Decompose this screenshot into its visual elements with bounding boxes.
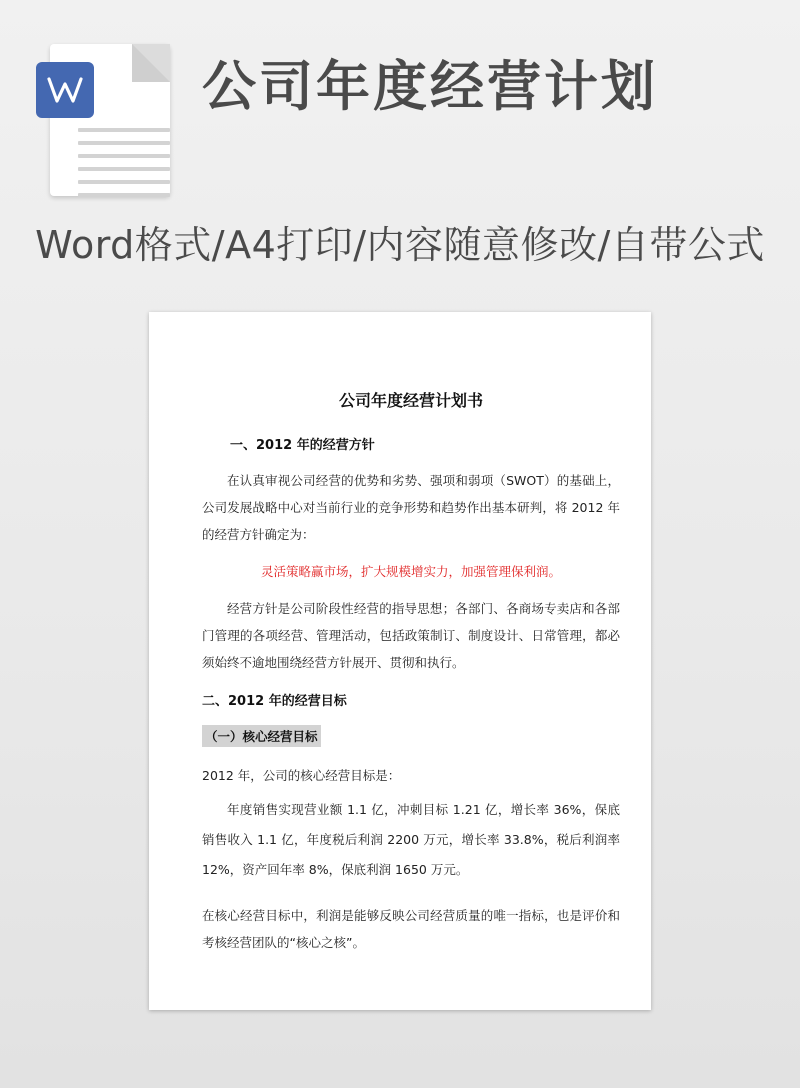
slogan-red: 灵活策略赢市场，扩大规模增实力，加强管理保利润。	[260, 564, 561, 579]
banner-subtitle: Word格式/A4打印/内容随意修改/自带公式	[35, 223, 765, 267]
banner-title: 公司年度经营计划	[202, 55, 658, 118]
core-note: 在核心经营目标中，利润是能够反映公司经营质量的唯一指标，也是评价和考核经营团队的“核心之核”。	[202, 908, 620, 950]
w-letter-icon	[46, 75, 84, 105]
file-text-lines	[78, 128, 170, 206]
core-intro: 2012 年，公司的核心经营目标是：	[202, 768, 401, 783]
subsection-heading-highlighted: （一）核心经营目标	[202, 725, 321, 747]
paragraph-policy: 经营方针是公司阶段性经营的指导思想；各部门、各商场专卖店和各部门管理的各项经营、管理活动，包括政策制订、制度设计、日常管理，都必须始终不逾地围绕经营方针展开、贯彻和执行。	[202, 601, 620, 670]
document-title: 公司年度经营计划书	[338, 391, 483, 410]
core-targets: 年度销售实现营业额 1.1 亿，冲刺目标 1.21 亿，增长率 36%，保底销售收入 1.1 亿，年度税后利润 2200 万元，增长率 33.8%，税后利润率 12%，资产回年率 8%，保底利润 1650 万元。	[202, 802, 620, 877]
paragraph-swot: 在认真审视公司经营的优势和劣势、强项和弱项（SWOT）的基础上，公司发展战略中心对当前行业的竞争形势和趋势作出基本研判，将 2012 年的经营方针确定为：	[202, 473, 620, 542]
page-fold-corner	[132, 44, 170, 82]
section-heading-1: 一、2012 年的经营方针	[230, 438, 375, 453]
section-heading-2: 二、2012 年的经营目标	[202, 694, 347, 709]
word-w-badge-icon	[36, 62, 94, 118]
document-page	[149, 312, 651, 1010]
word-file-icon	[36, 44, 172, 200]
